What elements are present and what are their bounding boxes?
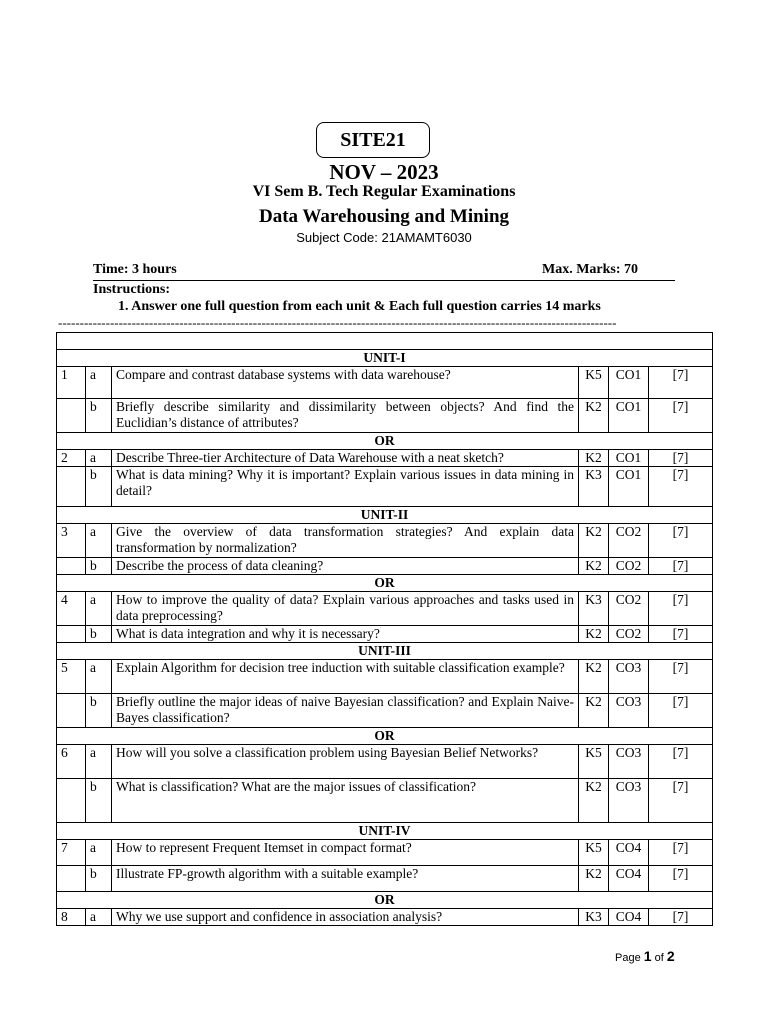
page-number — [615, 948, 675, 964]
unit-heading-row — [57, 350, 713, 367]
marks: [7] — [649, 524, 713, 558]
question-row — [57, 909, 713, 926]
max-marks-label: Max. Marks: 70 — [542, 262, 639, 277]
question-text: How will you solve a classification problem using Bayesian Belief Networks? — [112, 745, 579, 779]
sub-question-letter: a — [86, 592, 112, 626]
course-outcome: CO4 — [609, 840, 649, 866]
sub-question-letter: b — [86, 779, 112, 823]
marks: [7] — [649, 592, 713, 626]
knowledge-level: K2 — [579, 779, 609, 823]
knowledge-level: K3 — [579, 467, 609, 507]
knowledge-level: K5 — [579, 367, 609, 399]
unit-heading: UNIT-IV — [57, 823, 713, 840]
marks: [7] — [649, 660, 713, 694]
question-table — [56, 332, 713, 926]
question-text: What is data mining? Why it is important? Explain various issues in data mining in detail? — [112, 467, 579, 507]
knowledge-level: K3 — [579, 909, 609, 926]
question-text: Why we use support and confidence in association analysis? — [112, 909, 579, 926]
sub-question-letter: a — [86, 367, 112, 399]
unit-heading: UNIT-III — [57, 643, 713, 660]
question-text: Give the overview of data transformation strategies? And explain data transformation by normalization? — [112, 524, 579, 558]
question-row — [57, 592, 713, 626]
dashed-separator: --------------------------------------------------------------------------------------------------------------------------------- — [58, 315, 617, 330]
question-row — [57, 367, 713, 399]
sub-question-letter: a — [86, 524, 112, 558]
course-outcome: CO1 — [609, 450, 649, 467]
knowledge-level: K2 — [579, 660, 609, 694]
question-number: 5 — [57, 660, 86, 694]
question-row — [57, 779, 713, 823]
course-outcome: CO4 — [609, 909, 649, 926]
header-rule — [93, 280, 675, 281]
sub-question-letter: b — [86, 399, 112, 433]
question-row — [57, 660, 713, 694]
course-outcome: CO1 — [609, 467, 649, 507]
knowledge-level: K2 — [579, 558, 609, 575]
or-divider-row — [57, 575, 713, 592]
knowledge-level: K2 — [579, 626, 609, 643]
question-row — [57, 558, 713, 575]
exam-title: VI Sem B. Tech Regular Examinations — [252, 183, 516, 200]
question-text: Briefly outline the major ideas of naive Bayesian classification? and Explain Naive-Bayes classification? — [112, 694, 579, 728]
question-number: 8 — [57, 909, 86, 926]
sub-question-letter: b — [86, 866, 112, 892]
question-row — [57, 524, 713, 558]
marks: [7] — [649, 745, 713, 779]
question-number: 1 — [57, 367, 86, 399]
course-outcome: CO1 — [609, 399, 649, 433]
course-outcome: CO3 — [609, 745, 649, 779]
sub-question-letter: b — [86, 694, 112, 728]
or-divider: OR — [57, 728, 713, 745]
subject-title: Data Warehousing and Mining — [258, 206, 510, 227]
question-text: Compare and contrast database systems with data warehouse? — [112, 367, 579, 399]
course-outcome: CO3 — [609, 660, 649, 694]
question-number: 3 — [57, 524, 86, 558]
knowledge-level: K2 — [579, 694, 609, 728]
question-row — [57, 840, 713, 866]
question-text: Explain Algorithm for decision tree induction with suitable classification example? — [112, 660, 579, 694]
course-outcome: CO4 — [609, 866, 649, 892]
knowledge-level: K5 — [579, 745, 609, 779]
question-text: How to improve the quality of data? Explain various approaches and tasks used in data preprocessing? — [112, 592, 579, 626]
course-outcome: CO1 — [609, 367, 649, 399]
course-outcome: CO3 — [609, 694, 649, 728]
subject-code: Subject Code: 21AMAMT6030 — [296, 230, 472, 245]
sub-question-letter: b — [86, 558, 112, 575]
instruction-item: 1. Answer one full question from each unit & Each full question carries 14 marks — [118, 299, 601, 314]
question-row — [57, 694, 713, 728]
knowledge-level: K2 — [579, 866, 609, 892]
question-number — [57, 626, 86, 643]
question-text: What is classification? What are the major issues of classification? — [112, 779, 579, 823]
or-divider: OR — [57, 575, 713, 592]
or-divider: OR — [57, 433, 713, 450]
marks: [7] — [649, 694, 713, 728]
question-text: Illustrate FP-growth algorithm with a suitable example? — [112, 866, 579, 892]
marks: [7] — [649, 866, 713, 892]
marks: [7] — [649, 626, 713, 643]
page-word: Page — [615, 952, 641, 964]
unit-heading-row — [57, 823, 713, 840]
blank-row — [57, 333, 713, 350]
sub-question-letter: a — [86, 450, 112, 467]
question-number: 2 — [57, 450, 86, 467]
sub-question-letter: a — [86, 840, 112, 866]
exam-date: NOV – 2023 — [329, 160, 439, 184]
or-divider-row — [57, 433, 713, 450]
question-number — [57, 779, 86, 823]
question-row — [57, 450, 713, 467]
marks: [7] — [649, 399, 713, 433]
knowledge-level: K2 — [579, 399, 609, 433]
sub-question-letter: b — [86, 626, 112, 643]
marks: [7] — [649, 467, 713, 507]
course-code-box: SITE21 — [316, 122, 430, 158]
question-text: What is data integration and why it is necessary? — [112, 626, 579, 643]
knowledge-level: K2 — [579, 524, 609, 558]
question-number — [57, 399, 86, 433]
question-row — [57, 399, 713, 433]
question-number — [57, 694, 86, 728]
blank-cell — [57, 333, 713, 350]
unit-heading-row — [57, 507, 713, 524]
marks: [7] — [649, 909, 713, 926]
time-label: Time: 3 hours — [93, 262, 177, 277]
instructions-label: Instructions: — [93, 282, 171, 297]
question-row — [57, 866, 713, 892]
knowledge-level: K5 — [579, 840, 609, 866]
question-text: Describe Three-tier Architecture of Data Warehouse with a neat sketch? — [112, 450, 579, 467]
question-number — [57, 866, 86, 892]
page-total: 2 — [666, 948, 675, 964]
page-current: 1 — [643, 948, 652, 964]
course-outcome: CO3 — [609, 779, 649, 823]
course-outcome: CO2 — [609, 524, 649, 558]
sub-question-letter: b — [86, 467, 112, 507]
course-outcome: CO2 — [609, 626, 649, 643]
marks: [7] — [649, 779, 713, 823]
question-text: Briefly describe similarity and dissimilarity between objects? And find the Euclidian’s distance of attributes? — [112, 399, 579, 433]
of-word: of — [654, 952, 664, 964]
or-divider-row — [57, 892, 713, 909]
question-text: Describe the process of data cleaning? — [112, 558, 579, 575]
question-row — [57, 745, 713, 779]
marks: [7] — [649, 367, 713, 399]
sub-question-letter: a — [86, 909, 112, 926]
or-divider-row — [57, 728, 713, 745]
question-row — [57, 626, 713, 643]
question-number: 4 — [57, 592, 86, 626]
marks: [7] — [649, 840, 713, 866]
or-divider: OR — [57, 892, 713, 909]
question-row — [57, 467, 713, 507]
knowledge-level: K3 — [579, 592, 609, 626]
question-number: 7 — [57, 840, 86, 866]
unit-heading: UNIT-II — [57, 507, 713, 524]
unit-heading: UNIT-I — [57, 350, 713, 367]
marks: [7] — [649, 450, 713, 467]
question-number — [57, 558, 86, 575]
unit-heading-row — [57, 643, 713, 660]
sub-question-letter: a — [86, 745, 112, 779]
knowledge-level: K2 — [579, 450, 609, 467]
sub-question-letter: a — [86, 660, 112, 694]
question-text: How to represent Frequent Itemset in compact format? — [112, 840, 579, 866]
question-number — [57, 467, 86, 507]
question-number: 6 — [57, 745, 86, 779]
marks: [7] — [649, 558, 713, 575]
course-outcome: CO2 — [609, 592, 649, 626]
course-outcome: CO2 — [609, 558, 649, 575]
